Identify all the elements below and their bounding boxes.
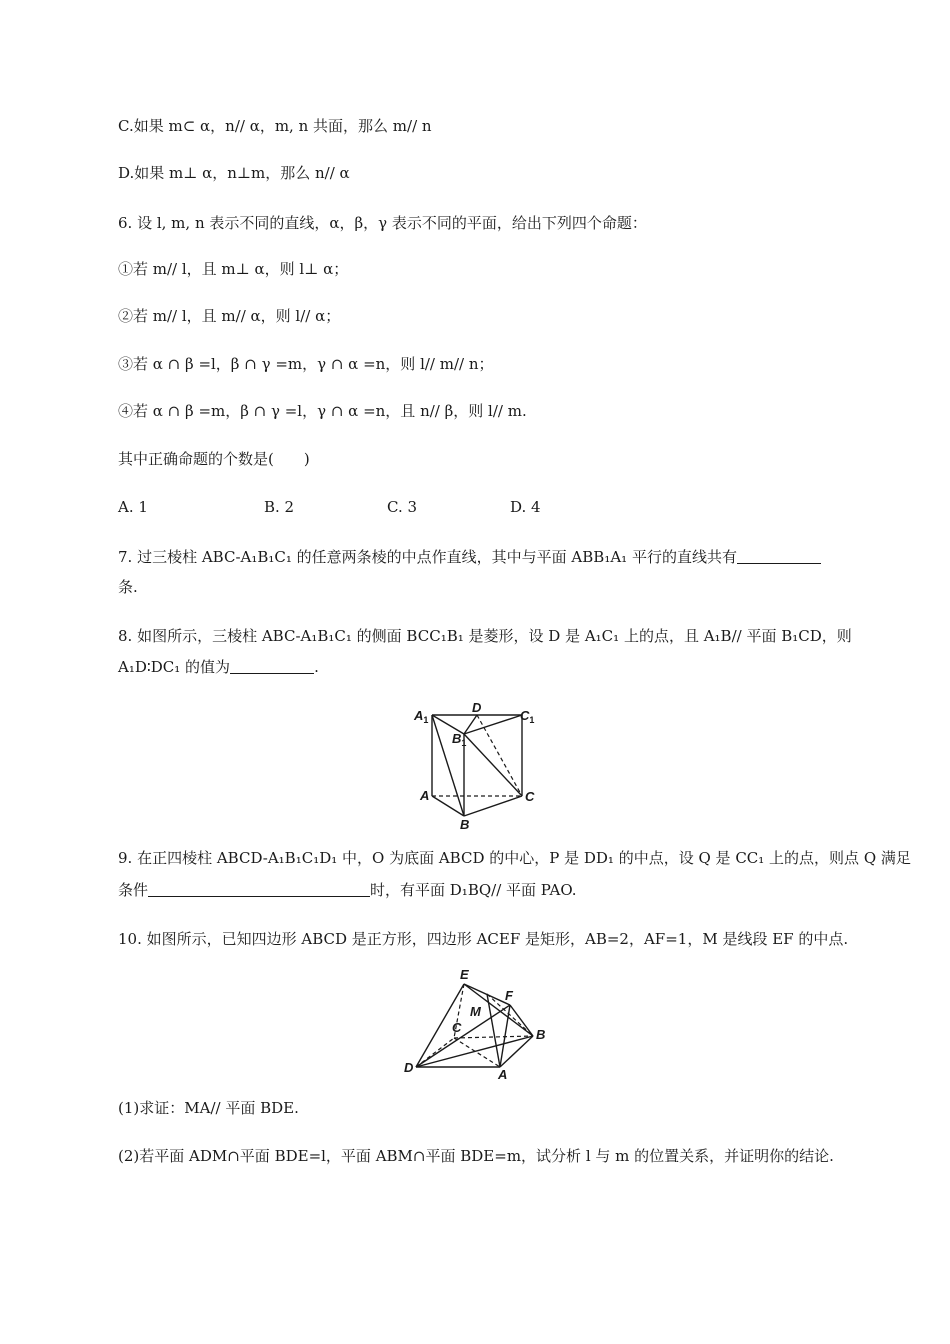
segment-b1-c bbox=[464, 734, 522, 796]
q6-proposition-3: ③若 α ∩ β =l，β ∩ γ =m，γ ∩ α =n，则 l// m// n； bbox=[118, 355, 494, 373]
edge-b1-c1 bbox=[464, 715, 522, 734]
q6-stem: 6. 设 l, m, n 表示不同的直线，α，β，γ 表示不同的平面，给出下列四个命题： bbox=[118, 214, 647, 232]
q10-solid-figure bbox=[402, 966, 552, 1082]
q10-part-1: (1)求证：MA// 平面 BDE. bbox=[118, 1099, 299, 1117]
label-d: D bbox=[404, 1060, 414, 1075]
label-e: E bbox=[460, 967, 469, 982]
q10-stem: 10. 如图所示，已知四边形 ABCD 是正方形，四边形 ACEF 是矩形，AB=2，AF=1，M 是线段 EF 的中点. bbox=[118, 930, 849, 948]
q6-question: 其中正确命题的个数是( ) bbox=[118, 450, 310, 468]
label-f: F bbox=[505, 988, 513, 1003]
segment-m-a bbox=[487, 994, 500, 1067]
edge-c-a-hidden bbox=[454, 1038, 500, 1067]
label-a1: $A_1$ bbox=[414, 708, 429, 725]
label-c: C bbox=[452, 1020, 462, 1035]
q8-prism-figure bbox=[412, 700, 542, 832]
label-a: A bbox=[420, 788, 430, 803]
q9-condition-label: 条件 bbox=[118, 881, 149, 899]
q6-choice-b: B. 2 bbox=[264, 498, 295, 516]
q8-period: . bbox=[314, 658, 319, 676]
label-b1: $B_1$ bbox=[452, 731, 467, 748]
q8-answer-blank[interactable] bbox=[230, 657, 314, 674]
label-c: C bbox=[525, 789, 535, 804]
q6-choices bbox=[118, 496, 618, 518]
q6-proposition-1: ①若 m// l，且 m⊥ α，则 l⊥ α； bbox=[118, 260, 349, 278]
edge-c-b-hidden bbox=[454, 1036, 533, 1038]
q6-choice-a: A. 1 bbox=[118, 498, 148, 516]
label-b: B bbox=[460, 817, 470, 832]
q7-stem: 7. 过三棱柱 ABC-A₁B₁C₁ 的任意两条棱的中点作直线，其中与平面 ABB₁A₁ 平行的直线共有 bbox=[118, 548, 737, 566]
q6-proposition-4: ④若 α ∩ β =m，β ∩ γ =l，γ ∩ α =n，且 n// β，则 l// m. bbox=[118, 402, 527, 420]
q7-line-2: 条. bbox=[118, 578, 138, 596]
q8-line-2 bbox=[118, 656, 319, 678]
q7-answer-blank[interactable] bbox=[737, 547, 821, 564]
q9-line-1: 9. 在正四棱柱 ABCD-A₁B₁C₁D₁ 中，O 为底面 ABCD 的中心，P 是 DD₁ 的中点，设 Q 是 CC₁ 上的点，则点 Q 满足 bbox=[118, 849, 911, 867]
q10-part-2: (2)若平面 ADM∩平面 BDE=l，平面 ABM∩平面 BDE=m，试分析 l 与 m 的位置关系，并证明你的结论. bbox=[118, 1147, 834, 1165]
q5-option-c: C.如果 m⊂ α，n// α，m, n 共面，那么 m// n bbox=[118, 117, 432, 135]
label-c1: $C_1$ bbox=[520, 708, 535, 725]
q9-answer-blank[interactable] bbox=[148, 880, 370, 897]
q8-stem-tail: A₁D∶DC₁ 的值为 bbox=[118, 658, 231, 676]
label-d: D bbox=[472, 700, 482, 715]
q8-line-1: 8. 如图所示，三棱柱 ABC-A₁B₁C₁ 的侧面 BCC₁B₁ 是菱形，设 D 是 A₁C₁ 上的点，且 A₁B// 平面 B₁CD，则 bbox=[118, 627, 852, 645]
q6-choice-d: D. 4 bbox=[510, 498, 541, 516]
q7-line-1 bbox=[118, 546, 821, 568]
q6-choice-c: C. 3 bbox=[387, 498, 418, 516]
edge-b-c bbox=[464, 796, 522, 816]
q5-option-d: D.如果 m⊥ α，n⊥m，那么 n// α bbox=[118, 164, 350, 182]
segment-d-f bbox=[416, 1005, 510, 1067]
q6-proposition-2: ②若 m// l，且 m// α，则 l// α； bbox=[118, 307, 341, 325]
q9-line-2 bbox=[118, 879, 577, 901]
label-a: A bbox=[498, 1067, 508, 1082]
q9-stem-tail: 时，有平面 D₁BQ// 平面 PAO. bbox=[370, 881, 577, 899]
label-b: B bbox=[536, 1027, 546, 1042]
label-m: M bbox=[470, 1004, 481, 1019]
